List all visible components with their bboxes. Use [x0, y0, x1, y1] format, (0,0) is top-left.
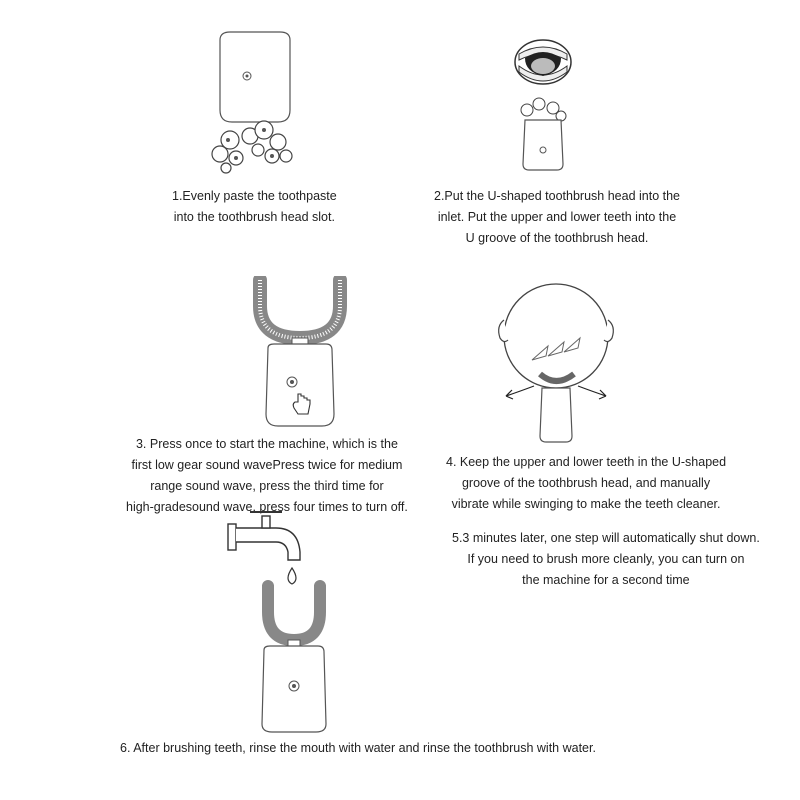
step-5-caption: 5.3 minutes later, one step will automatically shut down. If you need to brush more cleanly, you can turn on the machine for a second time [452, 531, 760, 587]
head-swinging-toothbrush-icon [494, 276, 620, 446]
step-3-caption: 3. Press once to start the machine, which is the first low gear sound wavePress twice for medium range sound wave, press the third time for high-gradesound wave, press four times to turn off. [126, 437, 408, 514]
mouth-and-toothbrush-icon [505, 36, 585, 176]
step-2-caption: 2.Put the U-shaped toothbrush head into the inlet. Put the upper and lower teeth into the U groove of the toothbrush head. [434, 189, 681, 245]
toothbrush-with-paste-icon [200, 30, 310, 180]
faucet-rinse-toothbrush-icon [226, 502, 336, 734]
step-4-caption: 4. Keep the upper and lower teeth in the U-shaped groove of the toothbrush head, and manually vibrate while swinging to make the teeth cleaner. [446, 455, 727, 511]
step-1-caption: 1.Evenly paste the toothpaste into the toothbrush head slot. [172, 189, 337, 224]
toothbrush-press-button-icon [250, 276, 350, 432]
step-6-caption: 6. After brushing teeth, rinse the mouth with water and rinse the toothbrush with water. [120, 741, 596, 755]
